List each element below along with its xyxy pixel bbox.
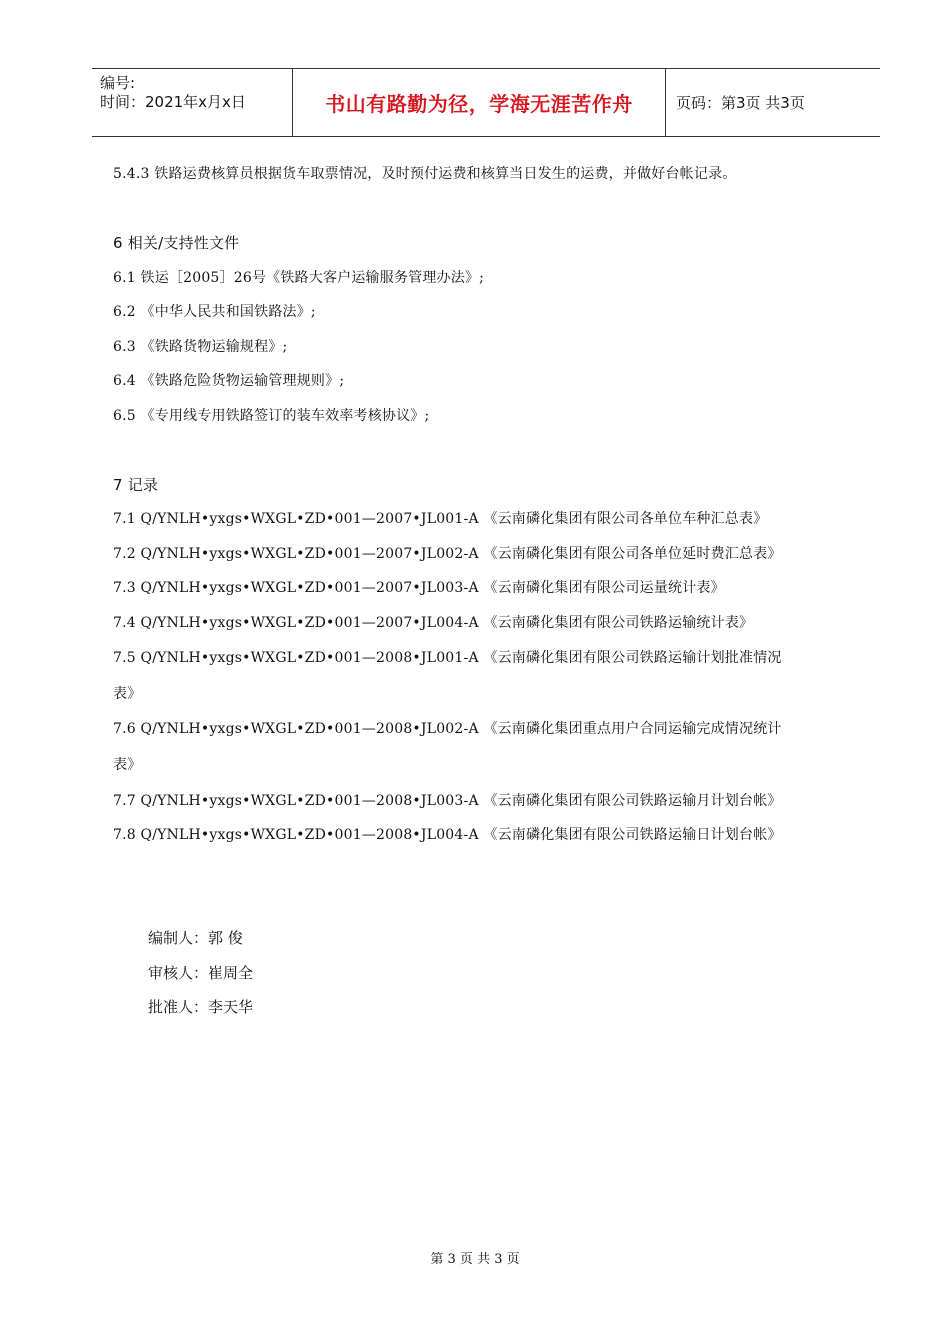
section-6-heading: 6 相关/支持性文件 bbox=[113, 234, 240, 252]
list-item: 6.3 《铁路货物运输规程》; bbox=[113, 339, 288, 355]
list-item: 7.5 Q/YNLH•yxgs•WXGL•ZD•001—2008•JL001-A 《云南磷化集团有限公司铁路运输计划批准情况 bbox=[113, 650, 782, 666]
list-item: 7.1 Q/YNLH•yxgs•WXGL•ZD•001—2007•JL001-A 《云南磷化集团有限公司各单位车种汇总表》 bbox=[113, 511, 768, 527]
list-item: 7.7 Q/YNLH•yxgs•WXGL•ZD•001—2008•JL003-A 《云南磷化集团有限公司铁路运输月计划台帐》 bbox=[113, 793, 782, 809]
approver-signature: 批准人：李天华 bbox=[148, 998, 254, 1016]
list-item: 7.8 Q/YNLH•yxgs•WXGL•ZD•001—2008•JL004-A 《云南磷化集团有限公司铁路运输日计划台帐》 bbox=[113, 827, 782, 843]
list-item-continuation: 表》 bbox=[113, 686, 142, 702]
page-header bbox=[92, 68, 880, 137]
reviewer-signature: 审核人：崔周全 bbox=[148, 964, 254, 982]
list-item: 7.4 Q/YNLH•yxgs•WXGL•ZD•001—2007•JL004-A 《云南磷化集团有限公司铁路运输统计表》 bbox=[113, 615, 754, 631]
page-number-label: 页码：第3页 共3页 bbox=[676, 94, 805, 112]
list-item: 6.4 《铁路危险货物运输管理规则》; bbox=[113, 373, 345, 389]
list-item: 7.6 Q/YNLH•yxgs•WXGL•ZD•001—2008•JL002-A 《云南磷化集团重点用户合同运输完成情况统计 bbox=[113, 721, 782, 737]
motto-text: 书山有路勤为径，学海无涯苦作舟 bbox=[325, 92, 633, 116]
list-item-continuation: 表》 bbox=[113, 757, 142, 773]
page-footer: 第 3 页 共 3 页 bbox=[430, 1252, 520, 1267]
compiler-signature: 编制人：郭 俊 bbox=[148, 929, 243, 947]
list-item: 7.2 Q/YNLH•yxgs•WXGL•ZD•001—2007•JL002-A 《云南磷化集团有限公司各单位延时费汇总表》 bbox=[113, 546, 782, 562]
time-label: 时间：2021年x月x日 bbox=[100, 93, 246, 111]
code-label: 编号: bbox=[100, 74, 136, 92]
paragraph-5-4-3: 5.4.3 铁路运费核算员根据货车取票情况，及时预付运费和核算当日发生的运费，并做好台帐记录。 bbox=[113, 166, 737, 182]
list-item: 6.1 铁运［2005］26号《铁路大客户运输服务管理办法》; bbox=[113, 270, 485, 286]
header-motto-cell bbox=[293, 69, 666, 136]
section-7-heading: 7 记录 bbox=[113, 476, 159, 494]
list-item: 7.3 Q/YNLH•yxgs•WXGL•ZD•001—2007•JL003-A 《云南磷化集团有限公司运量统计表》 bbox=[113, 580, 725, 596]
list-item: 6.5 《专用线专用铁路签订的装车效率考核协议》; bbox=[113, 408, 430, 424]
list-item: 6.2 《中华人民共和国铁路法》; bbox=[113, 304, 316, 320]
header-page-cell bbox=[666, 69, 880, 136]
header-info-cell bbox=[92, 69, 293, 136]
